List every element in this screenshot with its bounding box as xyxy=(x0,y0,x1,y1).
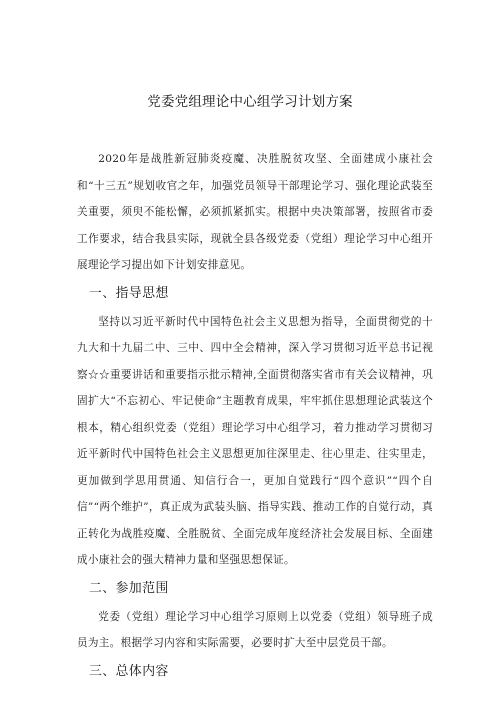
intro-paragraph: 2020年是战胜新冠肺炎疫魔、决胜脱贫攻坚、全面建成小康社会和“十三五”规划收官之年，加强党员领导干部理论学习、强化理论武装至关重要，须臾不能松懈，必须抓紧抓实。根据中央决策部署，按照省市委工作要求，结合我县实际，现就全县各级党委（党组）理论学习中心组开展理论学习提出如下计划安排意见。 xyxy=(77,153,433,271)
section-heading-overall-content: 三、总体内容 xyxy=(89,663,169,679)
section-text-guiding-ideology: 坚持以习近平新时代中国特色社会主义思想为指导，全面贯彻党的十九大和十九届二中、三中、四中全会精神，深入学习贯彻习近平总书记视察☆☆重要讲话和重要指示批示精神,全面贯彻落实省市有关会议精神，巩固扩大“不忘初心、牢记使命”主题教育成果，牢牢抓住思想理论武装这个根本，精心组织党委（党组）理论学习中心组学习，着力推动学习贯彻习近平新时代中国特色社会主义思想更加往深里走、往心里走、往实里走，更加做到学思用贯通、知信行合一，更加自觉践行“四个意识”“四个自信”“两个维护”，真正成为武装头脑、指导实践、推动工作的自觉行动，真正转化为战胜疫魔、全胜脱贫、全面完成年度经济社会发展目标、全面建成小康社会的强大精神力量和坚强思想保证。 xyxy=(77,315,433,566)
section-text-participation-scope: 党委（党组）理论学习中心组学习原则上以党委（党组）领导班子成员为主。根据学习内容和实际需要，必要时扩大至中层党员干部。 xyxy=(77,610,433,649)
document-title: 党委党组理论中心组学习计划方案 xyxy=(147,94,353,110)
section-heading-guiding-ideology: 一、指导思想 xyxy=(89,285,169,301)
section-heading-participation-scope: 二、参加范围 xyxy=(89,580,169,596)
document-body xyxy=(77,146,433,687)
